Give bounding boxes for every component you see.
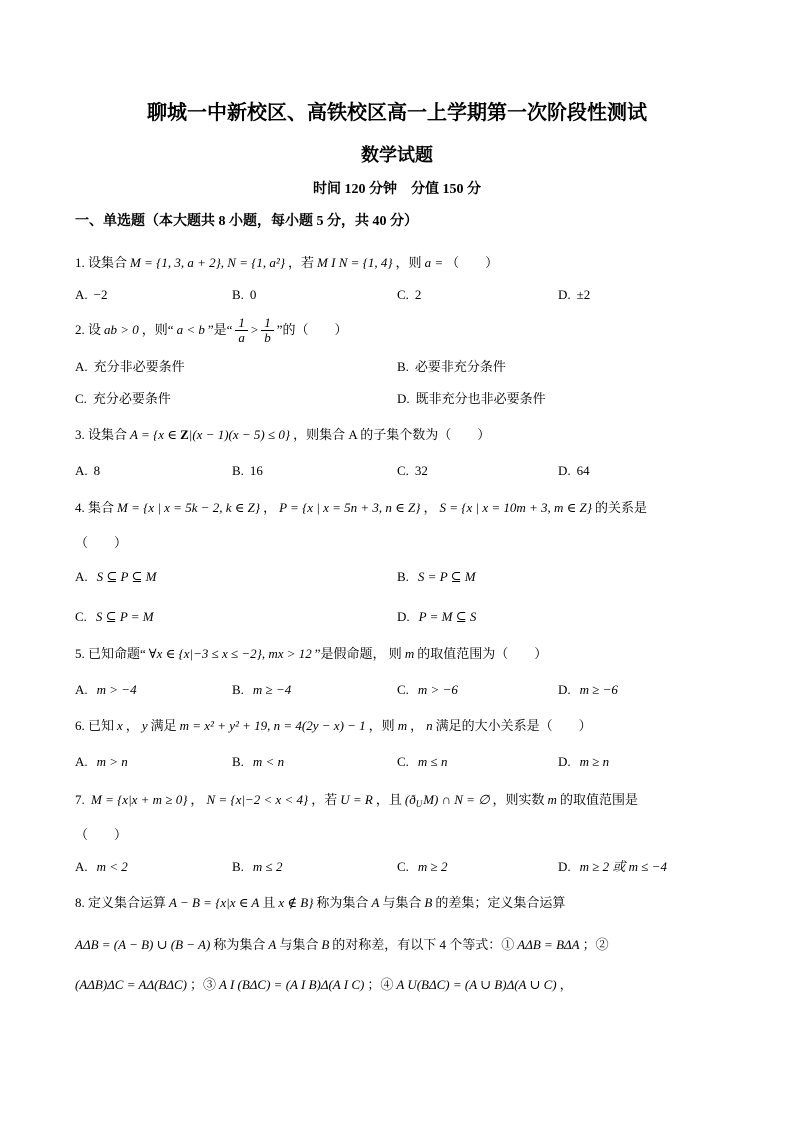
option-text: m ≤ n	[417, 754, 448, 769]
stem-text: ”是“	[207, 322, 233, 337]
stem-text: 称为集合	[213, 937, 266, 952]
option-d	[397, 608, 479, 626]
stem-text: ，	[559, 977, 573, 992]
math-expression: A I (BΔC) = (A I B)Δ(A I C)	[219, 977, 365, 992]
math-expression: ∀x ∈ {x|−3 ≤ x ≤ −2}, mx > 12	[148, 646, 312, 661]
section-heading: 一、单选题（本大题共 8 小题，每小题 5 分，共 40 分）	[75, 214, 418, 229]
exam-subject: 数学试题	[361, 145, 433, 165]
option-d	[558, 286, 590, 304]
option-a	[75, 753, 131, 771]
integer-set-symbol: Z	[180, 427, 189, 442]
stem-text: 与集合	[279, 937, 319, 952]
math-expression: N = {x|−2 < x < 4}	[206, 792, 309, 807]
option-text: 16	[249, 463, 263, 478]
stem-text: ，则实数	[492, 792, 545, 807]
option-text: m ≥ −6	[579, 682, 618, 697]
option-label: A.	[75, 682, 88, 697]
math-expression: ab > 0	[104, 322, 139, 337]
fraction-numerator: 1	[235, 316, 248, 331]
complement-symbol: (ð	[404, 792, 416, 807]
stem-text: ；②	[582, 937, 609, 952]
option-a	[75, 286, 107, 304]
option-label: D.	[397, 391, 410, 406]
stem-text: 定义集合运算	[88, 895, 167, 910]
stem-text: ，若	[311, 792, 338, 807]
math-expression: M) ∩ N = ∅	[423, 792, 490, 807]
math-expression: (AΔB)ΔC = AΔ(BΔC)	[75, 977, 187, 992]
stem-text: 且	[262, 895, 276, 910]
question-number: 5.	[75, 646, 85, 661]
question-2-options-row-2	[75, 390, 715, 408]
question-1-options	[75, 286, 715, 304]
option-b	[232, 286, 256, 304]
question-4-answer-blank: （ ）	[75, 535, 128, 550]
stem-text: ，且	[375, 792, 402, 807]
math-expression: A	[371, 895, 380, 910]
option-text: −2	[93, 287, 108, 302]
option-text: m < n	[252, 754, 285, 769]
question-number: 3.	[75, 427, 85, 442]
stem-text: 称为集合	[316, 895, 369, 910]
question-number: 8.	[75, 895, 85, 910]
math-expression: AΔB = BΔA	[517, 937, 580, 952]
option-a	[75, 358, 185, 376]
question-number: 2.	[75, 322, 85, 337]
option-a	[75, 681, 140, 699]
answer-blank: （ ）	[446, 255, 499, 270]
option-d	[558, 462, 590, 480]
math-expression: M = {x|x + m ≥ 0}	[91, 792, 188, 807]
question-8-line-3	[75, 976, 573, 994]
fraction-1-over-b	[261, 316, 274, 345]
option-label: D.	[558, 754, 571, 769]
option-label: B.	[232, 682, 244, 697]
option-c	[75, 608, 157, 626]
option-text: 既非充分也非必要条件	[415, 391, 546, 406]
stem-text: ，则“	[141, 322, 174, 337]
option-c	[397, 753, 450, 771]
option-label: C.	[397, 287, 409, 302]
option-text: S ⊆ P ⊆ M	[96, 569, 157, 584]
option-label: D.	[558, 287, 571, 302]
question-2-stem	[75, 315, 348, 345]
math-expression: m	[547, 792, 557, 807]
option-text: S ⊆ P = M	[95, 609, 154, 624]
stem-text: 的取值范围是	[559, 792, 638, 807]
stem-text: 设集合	[88, 255, 128, 270]
option-text: m > n	[96, 754, 128, 769]
option-b	[232, 462, 263, 480]
option-label: B.	[232, 754, 244, 769]
option-label: C.	[75, 391, 87, 406]
math-expression: A = {x ∈	[130, 427, 177, 442]
question-number: 6.	[75, 718, 85, 733]
option-label: A.	[75, 754, 88, 769]
question-1-stem	[75, 254, 498, 272]
option-a	[75, 858, 131, 876]
option-label: B.	[397, 569, 409, 584]
option-a	[75, 462, 100, 480]
math-expression: |(x − 1)(x − 5) ≤ 0}	[188, 427, 291, 442]
option-c	[397, 286, 421, 304]
stem-text: 的对称差，有以下 4 个等式：①	[332, 937, 515, 952]
fraction-denominator: a	[238, 329, 245, 345]
fraction-denominator: b	[264, 329, 271, 345]
stem-text: 已知	[88, 718, 115, 733]
math-expression: n	[426, 718, 433, 733]
option-b	[397, 568, 479, 586]
stem-text: 的关系是	[594, 500, 647, 515]
question-6-options	[75, 753, 715, 771]
question-number: 1.	[75, 255, 85, 270]
stem-text: 已知命题“	[88, 646, 146, 661]
question-7-stem	[75, 791, 638, 809]
option-label: C.	[397, 682, 409, 697]
stem-text: ，则	[395, 255, 422, 270]
question-8-line-1	[75, 894, 565, 912]
option-c	[75, 390, 171, 408]
complement-subscript: U	[415, 799, 423, 809]
option-label: D.	[558, 859, 571, 874]
option-text: m ≤ 2	[252, 859, 283, 874]
stem-text: ；④	[367, 977, 394, 992]
math-expression: AΔB = (A − B) ∪ (B − A)	[75, 937, 211, 952]
option-b	[232, 753, 287, 771]
question-4-options-row-2	[75, 608, 715, 626]
option-label: A.	[75, 287, 88, 302]
option-b	[232, 681, 294, 699]
math-expression: A	[268, 937, 277, 952]
option-text: 充分必要条件	[92, 391, 171, 406]
math-expression: U = R	[340, 792, 373, 807]
math-expression: x ∉ B}	[278, 895, 314, 910]
option-text: 必要非充分条件	[414, 359, 506, 374]
option-label: B.	[232, 859, 244, 874]
stem-text: ，	[263, 500, 277, 515]
option-a	[75, 568, 159, 586]
stem-text: ，	[423, 500, 437, 515]
question-4-stem	[75, 499, 647, 517]
option-text: 充分非必要条件	[93, 359, 185, 374]
math-expression: a =	[424, 255, 444, 270]
question-4-options-row-1	[75, 568, 715, 586]
exam-time-score: 时间 120 分钟 分值 150 分	[313, 182, 481, 197]
stem-text: ”是假命题， 则	[314, 646, 402, 661]
question-3-stem	[75, 426, 490, 444]
option-label: C.	[397, 463, 409, 478]
option-c	[397, 462, 428, 480]
stem-text: ，则	[368, 718, 395, 733]
math-expression: P = {x | x = 5n + 3, n ∈ Z}	[279, 500, 421, 515]
math-expression: S = {x | x = 10m + 3, m ∈ Z}	[439, 500, 592, 515]
option-label: D.	[397, 609, 410, 624]
math-expression: M I N = {1, 4}	[317, 255, 393, 270]
option-label: C.	[397, 859, 409, 874]
stem-text: 设	[88, 322, 102, 337]
question-6-stem	[75, 717, 592, 735]
option-c	[397, 681, 461, 699]
stem-text: 集合	[88, 500, 115, 515]
question-7-options	[75, 858, 715, 876]
stem-text: ，则集合 A 的子集个数为（ ）	[293, 427, 491, 442]
option-text: m ≥ 2	[417, 859, 448, 874]
math-expression: m = x² + y² + 19, n = 4(2y − x) − 1	[179, 718, 366, 733]
math-expression: M = {1, 3, a + 2}, N = {1, a²}	[130, 255, 286, 270]
math-expression: m	[397, 718, 408, 733]
option-label: B.	[397, 359, 409, 374]
option-text: P = M ⊆ S	[418, 609, 477, 624]
exam-title: 聊城一中新校区、高铁校区高一上学期第一次阶段性测试	[147, 102, 647, 124]
question-number: 4.	[75, 500, 85, 515]
option-text: 8	[93, 463, 101, 478]
math-expression: m	[404, 646, 415, 661]
option-b	[397, 358, 506, 376]
math-expression: x	[117, 718, 123, 733]
stem-text: ，	[125, 718, 139, 733]
option-label: B.	[232, 287, 244, 302]
fraction-numerator: 1	[261, 316, 274, 331]
math-expression: B	[321, 937, 330, 952]
question-number: 7.	[75, 792, 85, 807]
option-text: m > −4	[96, 682, 137, 697]
option-label: D.	[558, 463, 571, 478]
option-text: 64	[576, 463, 590, 478]
option-label: D.	[558, 682, 571, 697]
answer-blank: ”的（ ）	[276, 322, 348, 337]
option-label: C.	[397, 754, 409, 769]
option-d	[558, 858, 670, 876]
option-text: 32	[414, 463, 428, 478]
option-d	[558, 681, 621, 699]
option-label: B.	[232, 463, 244, 478]
math-expression: M = {x | x = 5k − 2, k ∈ Z}	[117, 500, 261, 515]
option-text: m > −6	[417, 682, 458, 697]
option-c	[397, 858, 450, 876]
option-label: A.	[75, 359, 88, 374]
option-d	[558, 753, 612, 771]
option-text: m < 2	[96, 859, 128, 874]
question-2-options-row-1	[75, 358, 715, 376]
math-expression: a < b	[176, 322, 205, 337]
math-expression: B	[424, 895, 433, 910]
option-text: m ≥ n	[579, 754, 610, 769]
option-label: A.	[75, 859, 88, 874]
option-b	[232, 858, 285, 876]
stem-text: ，	[190, 792, 204, 807]
question-8-line-2	[75, 936, 609, 954]
stem-text: 设集合	[88, 427, 128, 442]
option-text: 0	[249, 287, 257, 302]
option-text: ±2	[576, 287, 591, 302]
option-label: C.	[75, 609, 87, 624]
stem-text: 的差集；定义集合运算	[435, 895, 566, 910]
stem-text: ；③	[189, 977, 216, 992]
option-text: S = P ⊆ M	[417, 569, 476, 584]
option-label: A.	[75, 569, 88, 584]
option-d	[397, 390, 546, 408]
option-text: m ≥ −4	[252, 682, 292, 697]
math-expression: A − B = {x|x ∈ A	[169, 895, 260, 910]
option-label: A.	[75, 463, 88, 478]
math-operator: >	[250, 322, 259, 337]
stem-text: 满足的大小关系是（ ）	[435, 718, 592, 733]
option-text: m ≥ 2 或 m ≤ −4	[579, 859, 667, 874]
stem-text: 满足	[150, 718, 177, 733]
question-7-answer-blank: （ ）	[75, 827, 128, 842]
question-5-stem	[75, 645, 547, 663]
math-expression: y	[141, 718, 148, 733]
math-expression: A U(BΔC) = (A ∪ B)Δ(A ∪ C)	[396, 977, 557, 992]
stem-text: 的取值范围为（ ）	[417, 646, 548, 661]
fraction-1-over-a	[235, 316, 248, 345]
stem-text: ，	[410, 718, 424, 733]
question-5-options	[75, 681, 715, 699]
stem-text: ，若	[288, 255, 315, 270]
option-text: 2	[414, 287, 422, 302]
stem-text: 与集合	[382, 895, 422, 910]
question-3-options	[75, 462, 715, 480]
